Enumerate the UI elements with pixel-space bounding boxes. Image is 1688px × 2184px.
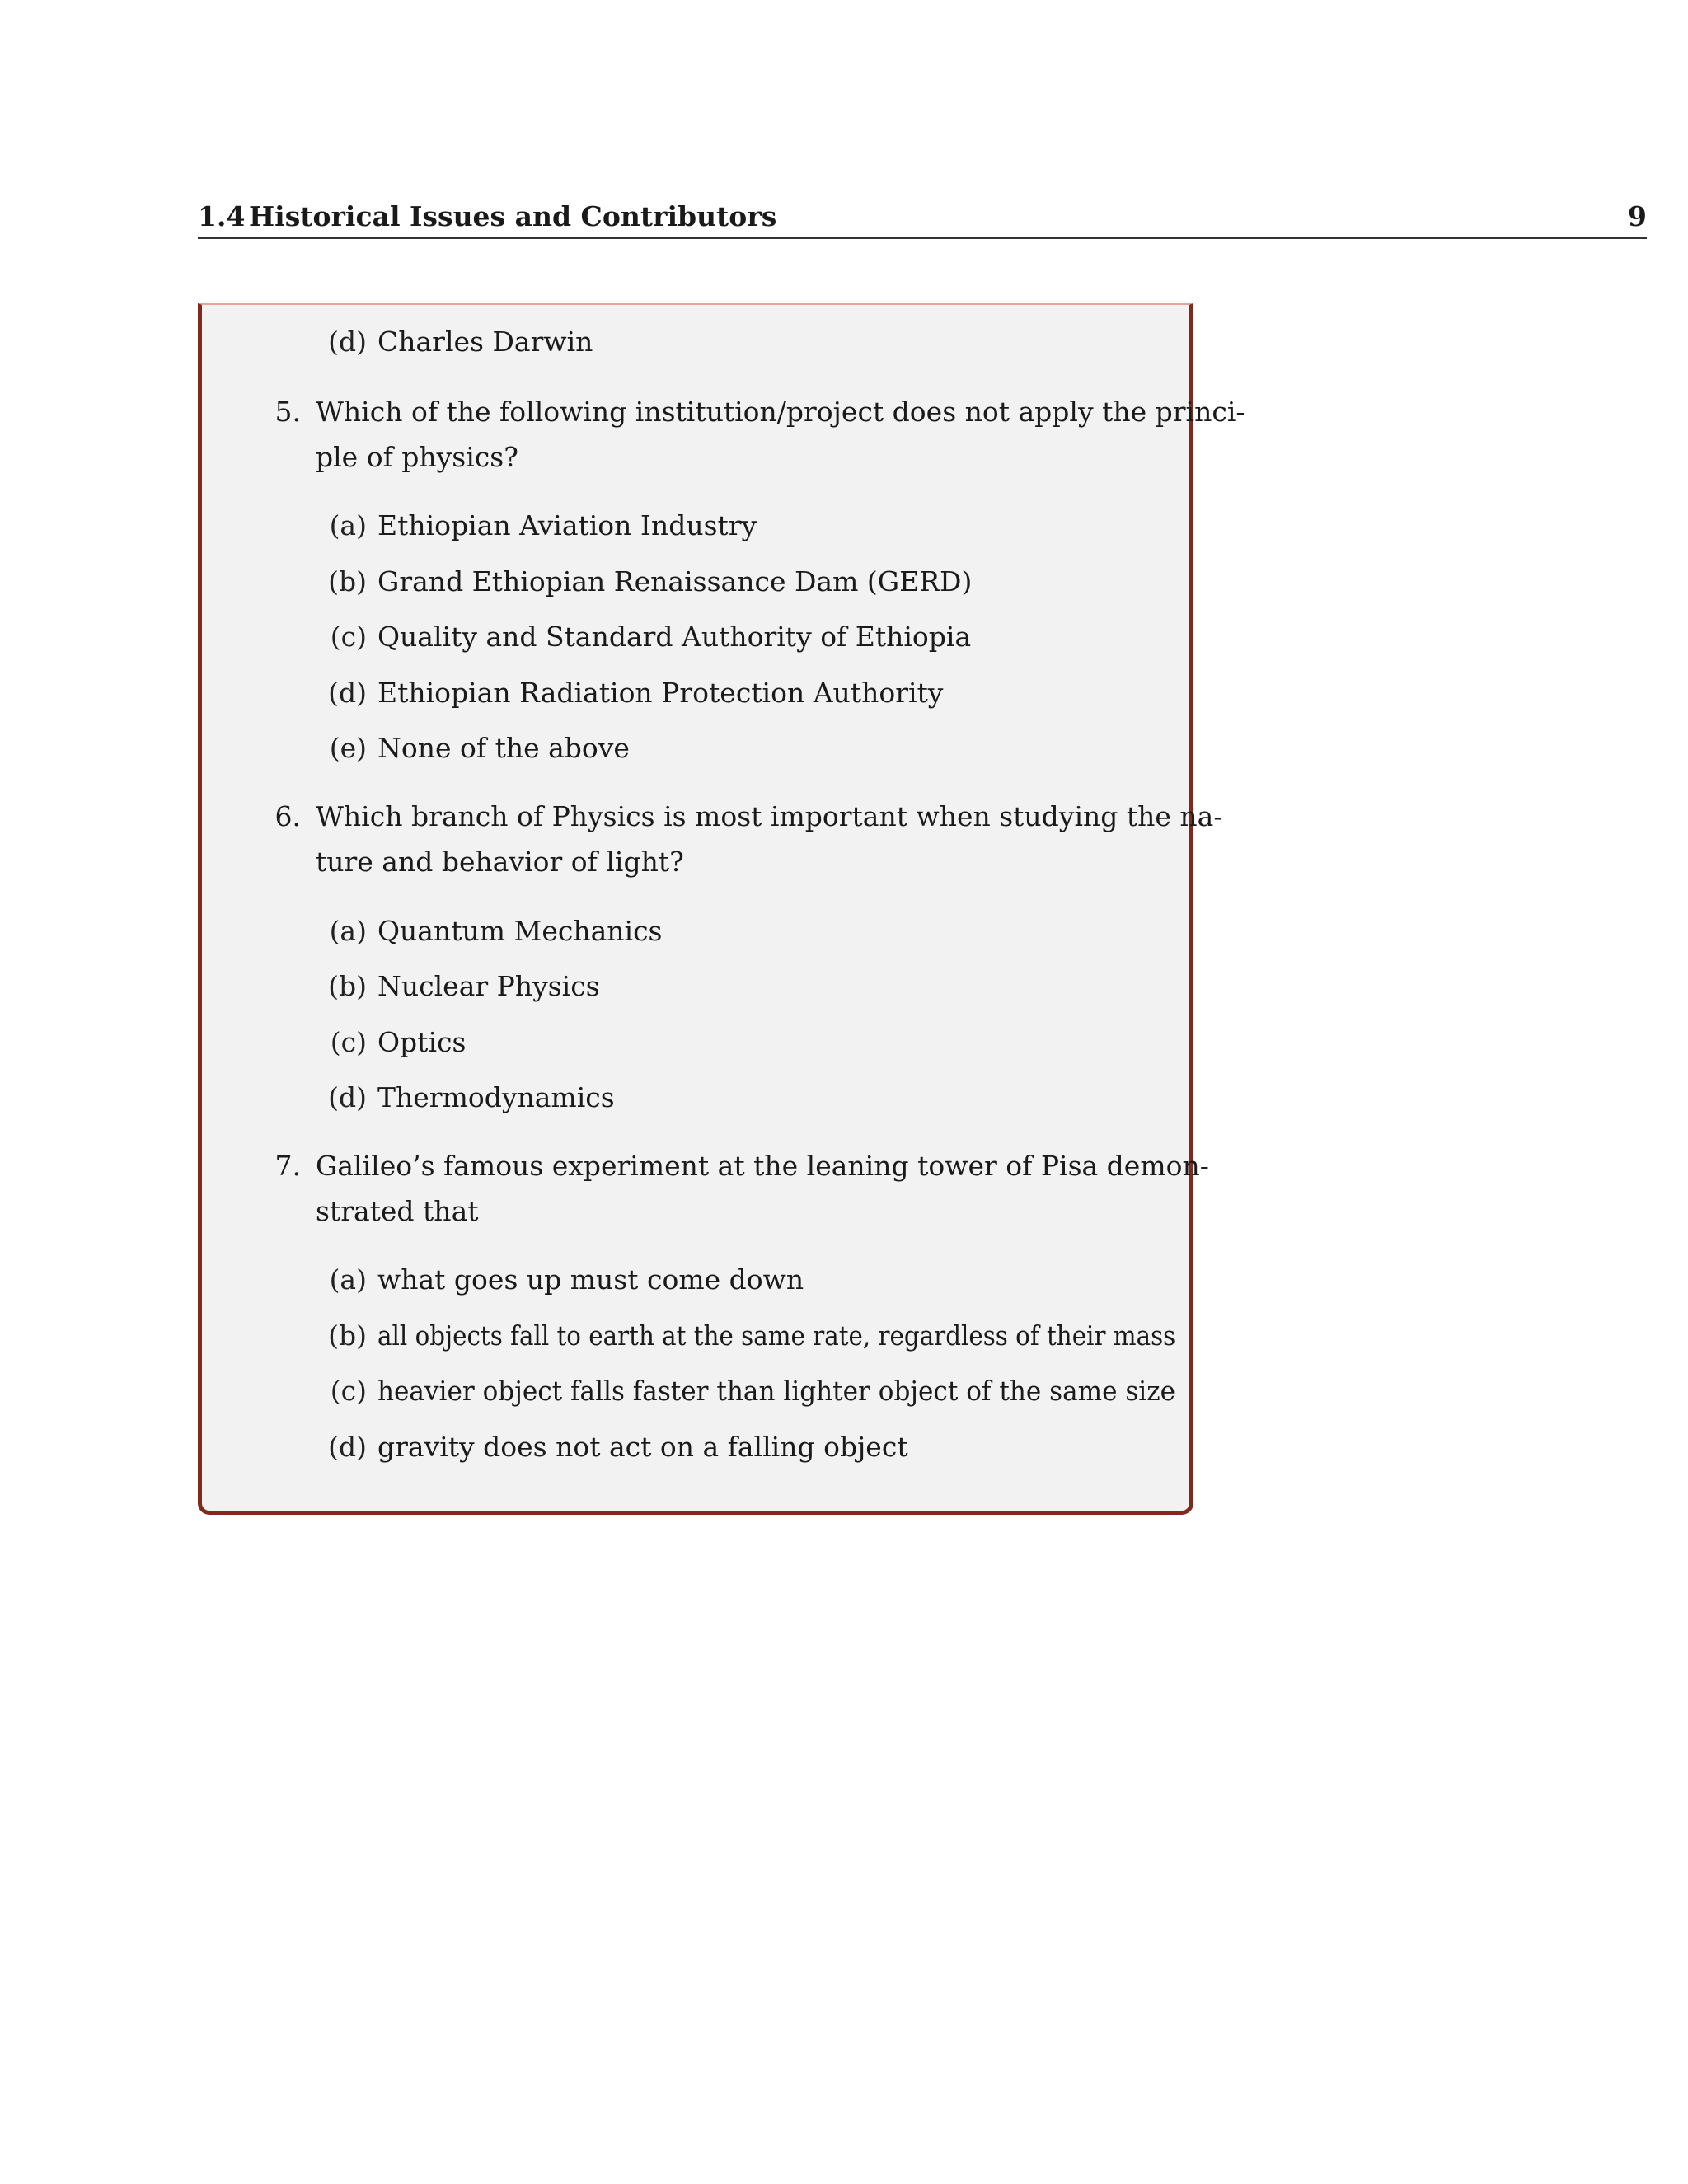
option-text: Nuclear Physics	[377, 970, 600, 1002]
running-header	[198, 196, 1647, 239]
question-line: Which branch of Physics is most important when studying the na-	[316, 800, 1223, 832]
option-label: (d)	[328, 1081, 367, 1113]
option-label: (c)	[330, 1375, 367, 1407]
question-line: ture and behavior of light?	[316, 846, 684, 878]
option-text: None of the above	[377, 732, 630, 764]
question-number: 7.	[274, 1150, 301, 1182]
option-text: Optics	[377, 1026, 467, 1058]
question-text	[316, 1143, 1209, 1234]
option-text: Ethiopian Radiation Protection Authority	[377, 677, 944, 709]
question-line: ple of physics?	[316, 441, 518, 473]
section-title: Historical Issues and Contributors	[249, 200, 777, 232]
option-text: heavier object falls faster than lighter object of the same size	[377, 1375, 1176, 1407]
option-label: (a)	[329, 1263, 367, 1296]
option-text: Charles Darwin	[377, 326, 593, 358]
option-text: Thermodynamics	[377, 1081, 615, 1113]
option-label: (b)	[328, 1319, 367, 1352]
question-line: Galileo’s famous experiment at the leaning tower of Pisa demon-	[316, 1150, 1209, 1182]
question-line: strated that	[316, 1195, 479, 1227]
option-label: (d)	[328, 1431, 367, 1463]
option-label: (b)	[328, 565, 367, 598]
option-text: Ethiopian Aviation Industry	[377, 509, 757, 541]
option-label: (c)	[330, 1026, 367, 1058]
page-number: 9	[1628, 200, 1647, 232]
option-text: Quality and Standard Authority of Ethiopia	[377, 621, 972, 653]
option-text: what goes up must come down	[377, 1263, 804, 1296]
question-line: Which of the following institution/project does not apply the princi-	[316, 396, 1245, 428]
option-text: gravity does not act on a falling object	[377, 1431, 908, 1463]
option-text: Grand Ethiopian Renaissance Dam (GERD)	[377, 565, 973, 598]
option-label: (d)	[328, 326, 367, 358]
option-label: (c)	[330, 621, 367, 653]
question-text	[316, 389, 1245, 480]
option-label: (b)	[328, 970, 367, 1002]
option-text: all objects fall to earth at the same rate, regardless of their mass	[377, 1319, 1176, 1352]
option-label: (a)	[329, 509, 367, 541]
option-text: Quantum Mechanics	[377, 915, 663, 947]
option-label: (d)	[328, 677, 367, 709]
option-label: (a)	[329, 915, 367, 947]
option-label: (e)	[329, 732, 367, 764]
exercise-box	[198, 303, 1245, 1515]
question-number: 6.	[274, 800, 301, 832]
question-text	[316, 794, 1223, 884]
section-number: 1.4	[198, 200, 246, 232]
question-number: 5.	[274, 396, 301, 428]
